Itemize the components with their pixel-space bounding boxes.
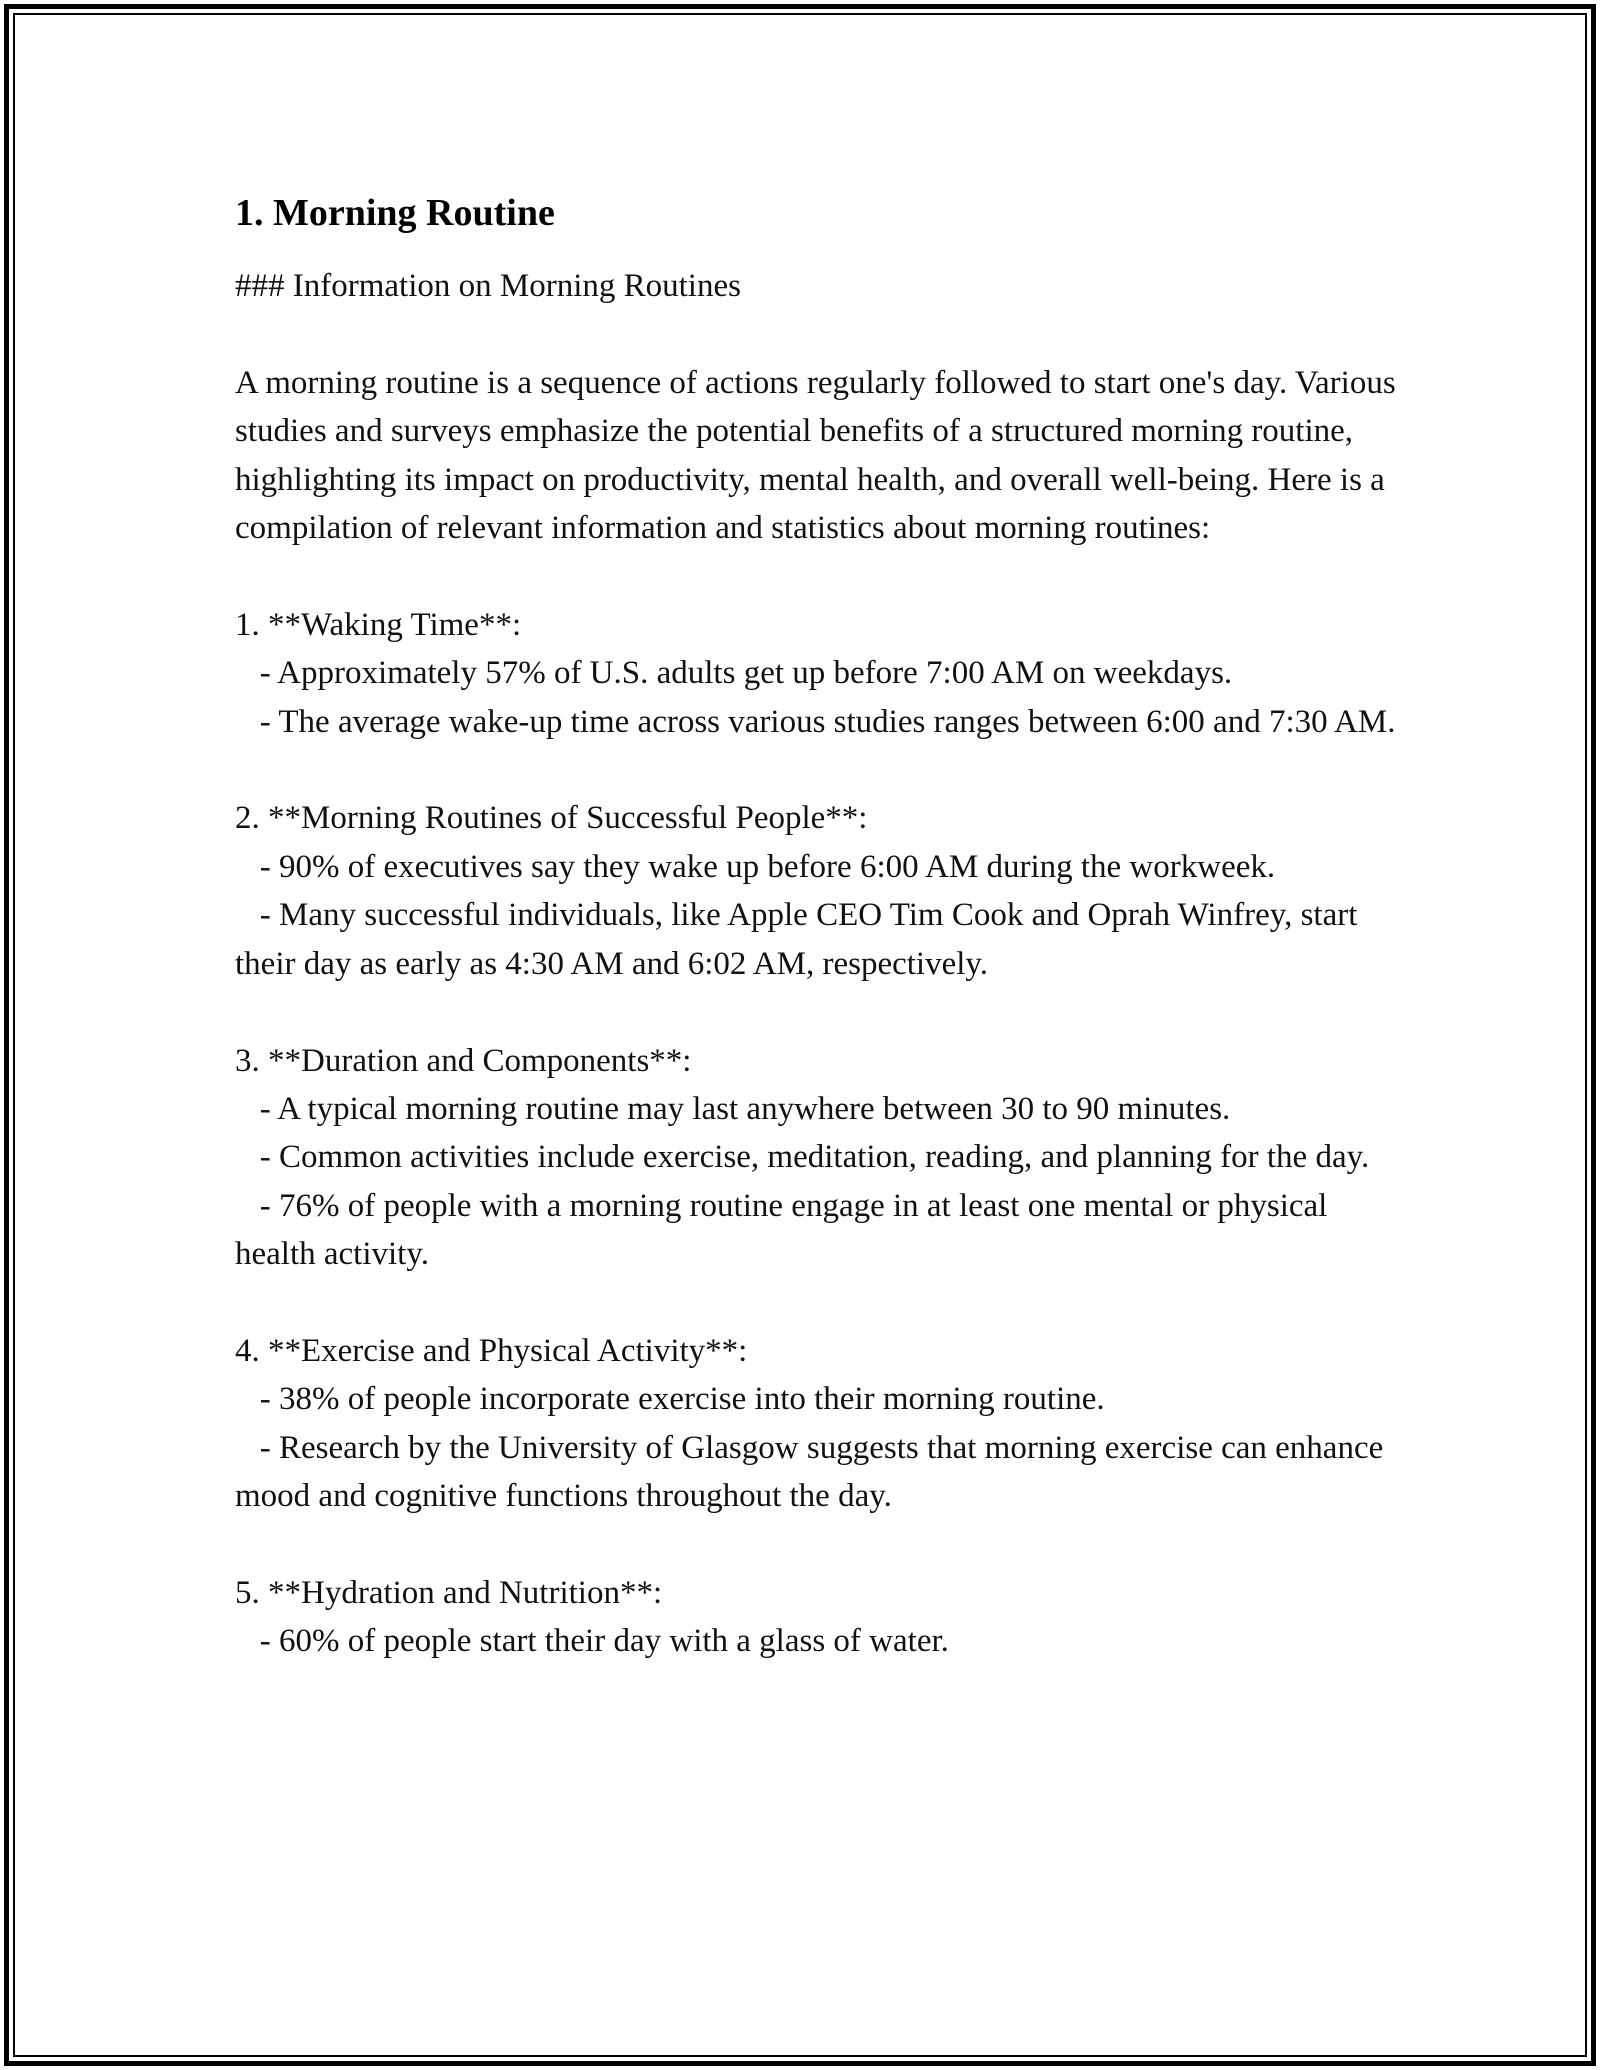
document-body: ### Information on Morning Routines A morning routine is a sequence of actions regularly followed to start one's day. Various studies and surveys emphasize the potential benefits of a structured morning routine, highlighting its impact on productivity, mental health, and overall well-being. Here is a compilation of relevant information and statistics about morning routines: 1. **Waking Time**: - Approximately 57% of U.S. adults get up before 7:00 AM on weekdays. - The average wake-up time across various studies ranges between 6:00 and 7:30 AM. 2. **Morning Routines of Successful People**: - 90% of executives say they wake up before 6:00 AM during the workweek. - Many successful individuals, like Apple CEO Tim Cook and Oprah Winfrey, start their day as early as 4:30 AM and 6:02 AM, respectively. 3. **Duration and Components**: - A typical morning routine may last anywhere between 30 to 90 minutes. - Common activities include exercise, meditation, reading, and planning for the day. - 76% of people with a morning routine engage in at least one mental or physical health activity. 4. **Exercise and Physical Activity**: - 38% of people incorporate exercise into their morning routine. - Research by the University of Glasgow suggests that morning exercise can enhance mood and cognitive functions throughout the day. 5. **Hydration and Nutrition**: - 60% of people start their day with a glass of water. xyxy=(235,268,1396,1660)
document-content xyxy=(235,186,1415,1666)
document-title: 1. Morning Routine xyxy=(235,192,555,234)
